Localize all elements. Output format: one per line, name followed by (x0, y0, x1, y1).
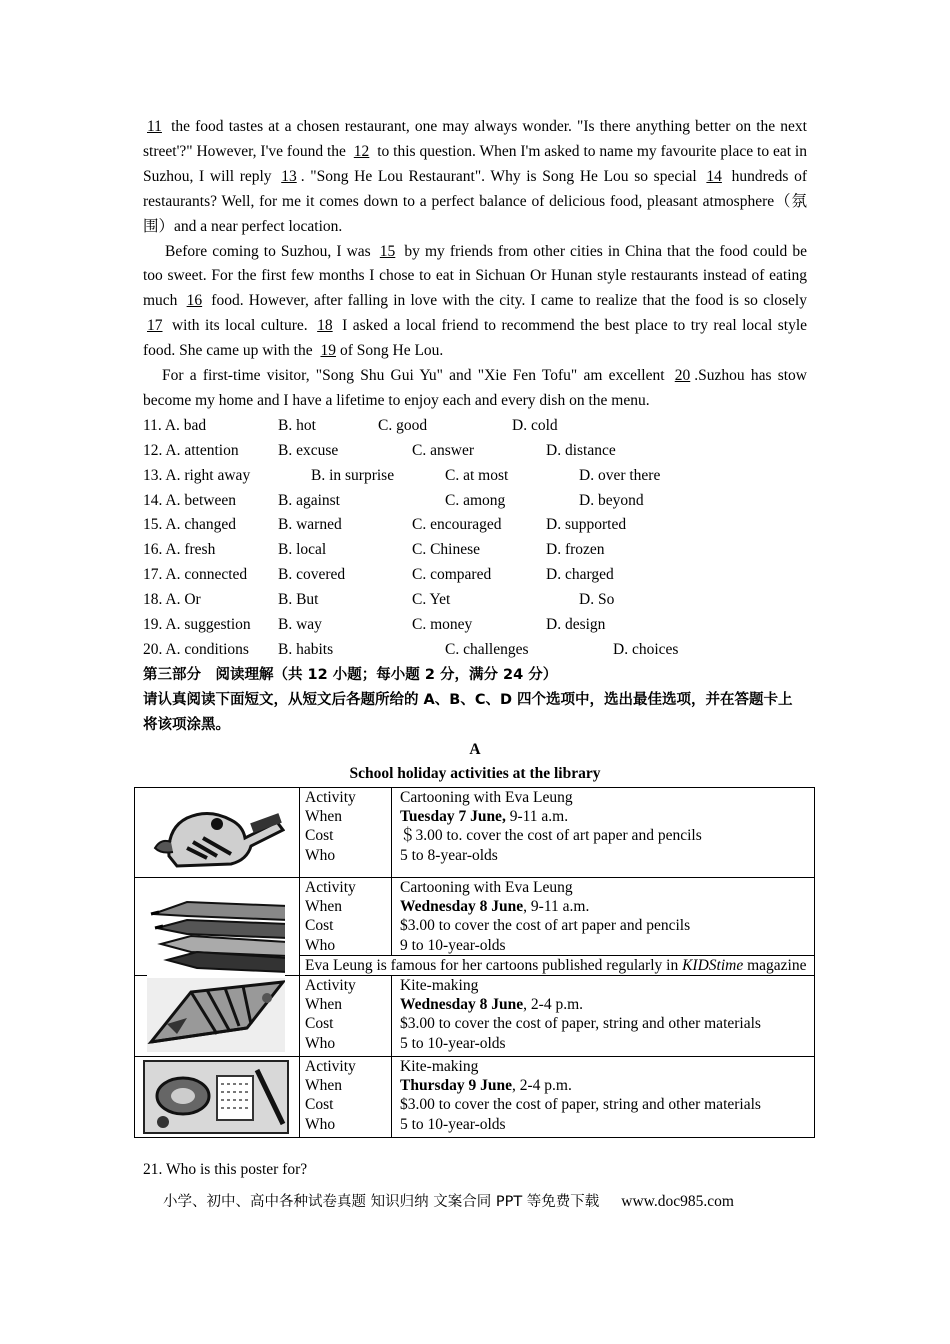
blank-17: 17 (147, 317, 163, 335)
when-date: Tuesday 7 June, (400, 808, 506, 826)
field-keys (300, 976, 392, 1057)
key-who: Who (305, 846, 336, 864)
activity-who: 5 to 8-year-olds (400, 846, 498, 864)
image-cell (135, 788, 300, 878)
option: C. Yet (412, 591, 451, 609)
note-text: Eva Leung is famous for her cartoons published regularly in (305, 956, 683, 974)
cloze-paragraph-3 (143, 364, 807, 414)
field-values (392, 878, 815, 956)
image-cell (135, 976, 300, 1057)
text: food. However, after falling in love with the city. I came to realize that the food is so closely (206, 292, 807, 310)
activity-who: 9 to 10-year-olds (400, 936, 506, 954)
blank-11: 11 (147, 118, 162, 135)
cloze-paragraph-2 (143, 240, 807, 365)
option: B. excuse (278, 441, 339, 459)
option-row-12 (143, 439, 807, 464)
option: 11. A. bad (143, 416, 207, 434)
text: For a first-time visitor, "Song Shu Gui Yu" and "Xie Fen Tofu" am excellent (162, 367, 671, 385)
blank-19: 19 (320, 342, 336, 360)
when-date: Wednesday 8 June (400, 996, 524, 1014)
option: B. hot (278, 416, 316, 434)
section-instruction: 请认真阅读下面短文，从短文后各题所给的 A、B、C、D 四个选项中，选出最佳选项，并在答题卡上将该项涂黑。 (143, 691, 793, 733)
option: B. warned (278, 516, 342, 534)
blank-20: 20 (674, 367, 691, 385)
option: B. against (278, 491, 340, 509)
passage-label: A (469, 740, 481, 758)
option: B. habits (278, 640, 334, 658)
table-row (135, 878, 815, 956)
option-row-20 (143, 638, 807, 663)
option: 20. A. conditions (143, 640, 249, 658)
activity-when (400, 807, 814, 826)
option: C. Chinese (412, 541, 481, 559)
option: C. at most (445, 466, 509, 484)
cloze-paragraph-1 (143, 115, 807, 240)
text: Before coming to Suzhou, I was (165, 242, 376, 260)
when-date: Thursday 9 June (400, 1077, 512, 1095)
blank-16: 16 (186, 292, 203, 310)
activity-name: Kite-making (400, 977, 479, 995)
option: C. compared (412, 566, 492, 584)
activities-table (134, 787, 815, 1138)
section-title: 第三部分 阅读理解（共 12 小题；每小题 2 分，满分 24 分） (143, 666, 558, 683)
option-row-15 (143, 513, 807, 538)
option-row-16 (143, 538, 807, 563)
when-time: 9-11 a.m. (505, 808, 569, 826)
option: D. supported (546, 516, 627, 534)
key-cost: Cost (305, 917, 334, 935)
field-values (392, 788, 815, 878)
activity-cost: $3.00 to cover the cost of paper, string and other materials (400, 1096, 761, 1114)
option: 15. A. changed (143, 516, 236, 534)
option: C. money (412, 616, 473, 633)
text: by my friends from other cities in China that the food could be too sweet. For the first few months I chose to eat in Sichuan Or Hunan style restaurants instead of eating much (143, 242, 807, 310)
key-cost: Cost (305, 1096, 334, 1114)
key-cost: Cost (305, 827, 334, 845)
field-keys (300, 878, 392, 956)
blank-18: 18 (317, 317, 333, 335)
key-activity: Activity (305, 789, 356, 806)
activity-name: Kite-making (400, 1058, 479, 1076)
key-who: Who (305, 1034, 336, 1052)
table-row (135, 788, 815, 878)
key-activity: Activity (305, 977, 356, 995)
text: with its local culture. (166, 317, 314, 335)
image-cell (135, 878, 300, 976)
option: D. design (546, 616, 606, 633)
option: C. challenges (445, 640, 529, 658)
note-text: magazine (743, 956, 807, 974)
text: of Song He Lou. (339, 342, 444, 360)
activity-when (400, 1076, 814, 1095)
option-row-19 (143, 613, 807, 638)
option: C. among (445, 491, 506, 509)
table-row (135, 976, 815, 1057)
key-when: When (305, 898, 343, 916)
option: 19. A. suggestion (143, 616, 251, 633)
document-page (143, 115, 807, 787)
text: to this question. When I'm asked to name my favourite place to eat in Suzhou, I will reply (143, 142, 807, 185)
key-cost: Cost (305, 1015, 334, 1033)
key-when: When (305, 996, 343, 1014)
option: B. way (278, 616, 322, 633)
when-time: , 9-11 a.m. (523, 898, 590, 916)
passage-title: School holiday activities at the library (349, 765, 601, 783)
image-cell (135, 1057, 300, 1138)
option: 17. A. connected (143, 566, 248, 584)
pencils-image (147, 894, 285, 978)
blank-12: 12 (353, 142, 370, 160)
field-keys (300, 1057, 392, 1138)
option: D. beyond (579, 491, 644, 509)
option: 16. A. fresh (143, 541, 216, 559)
text: . "Song He Lou Restaurant". Why is Song He Lou so special (300, 167, 703, 185)
key-who: Who (305, 1115, 336, 1133)
key-activity: Activity (305, 879, 356, 896)
options-list (143, 414, 807, 663)
when-date: Wednesday 8 June (400, 898, 524, 916)
when-time: , 2-4 p.m. (511, 1077, 572, 1095)
key-when: When (305, 1077, 343, 1095)
key-when: When (305, 808, 343, 826)
activity-name: Cartooning with Eva Leung (400, 789, 573, 806)
blank-15: 15 (379, 242, 396, 260)
option: C. encouraged (412, 516, 502, 534)
page-footer (163, 1192, 734, 1212)
craft-tools-image (143, 1060, 289, 1134)
eva-leung-note (300, 955, 815, 975)
text: .Suzhou has stow become my home and I have a lifetime to enjoy each and every dish on the menu. (143, 367, 807, 409)
activity-when (400, 995, 814, 1014)
option: D. over there (579, 466, 661, 484)
option: D. distance (546, 441, 616, 459)
option-row-11 (143, 414, 807, 439)
option-row-18 (143, 588, 807, 613)
activity-who: 5 to 10-year-olds (400, 1115, 506, 1133)
option: B. local (278, 541, 327, 559)
option: B. covered (278, 566, 346, 584)
question-21: 21. Who is this poster for? (143, 1161, 308, 1178)
option: 12. A. attention (143, 441, 239, 459)
activity-name: Cartooning with Eva Leung (400, 879, 573, 896)
activity-who: 5 to 10-year-olds (400, 1034, 506, 1052)
option: C. answer (412, 441, 474, 459)
field-values (392, 976, 815, 1057)
footer-text: 小学、初中、高中各种试卷真题 知识归纳 文案合同 PPT 等免费下载 (163, 1194, 600, 1210)
field-keys (300, 788, 392, 878)
footer-url[interactable]: www.doc985.com (621, 1193, 734, 1210)
option: 18. A. Or (143, 591, 201, 609)
option: C. good (378, 416, 428, 434)
activity-cost: ＄3.00 to. cover the cost of art paper and pencils (400, 827, 702, 845)
magazine-name: KIDStime (682, 956, 744, 974)
option: D. So (579, 591, 615, 609)
option: B. But (278, 591, 319, 609)
key-who: Who (305, 936, 336, 954)
text: I asked a local friend to recommend the best place to try real local style food. She came up with the (143, 317, 808, 360)
option: 13. A. right away (143, 466, 251, 484)
activity-when (400, 897, 814, 916)
option-row-14 (143, 489, 807, 514)
text: the food tastes at a chosen restaurant, one may always wonder. "Is there anything better on the next street'?" However, I've found the (143, 118, 807, 160)
option-row-17 (143, 563, 807, 588)
when-time: , 2-4 p.m. (523, 996, 584, 1014)
blank-13: 13 (281, 167, 297, 185)
option: D. frozen (546, 541, 605, 559)
text: hundreds of restaurants? Well, for me it comes down to a perfect balance of delicious food, pleasant atmosphere（氛围）and a near perfect location. (143, 167, 807, 235)
option: D. charged (546, 566, 614, 584)
option: D. cold (512, 416, 558, 434)
key-activity: Activity (305, 1058, 356, 1076)
activity-cost: $3.00 to cover the cost of art paper and pencils (400, 917, 691, 935)
kite-image (147, 978, 285, 1052)
option: B. in surprise (311, 466, 395, 484)
field-values (392, 1057, 815, 1138)
option: 14. A. between (143, 491, 236, 509)
bird-cartoon-image (147, 798, 285, 870)
table-row (135, 1057, 815, 1138)
blank-14: 14 (706, 167, 722, 185)
activity-cost: $3.00 to cover the cost of paper, string and other materials (400, 1015, 761, 1033)
option: D. choices (613, 640, 679, 658)
option-row-13 (143, 464, 807, 489)
